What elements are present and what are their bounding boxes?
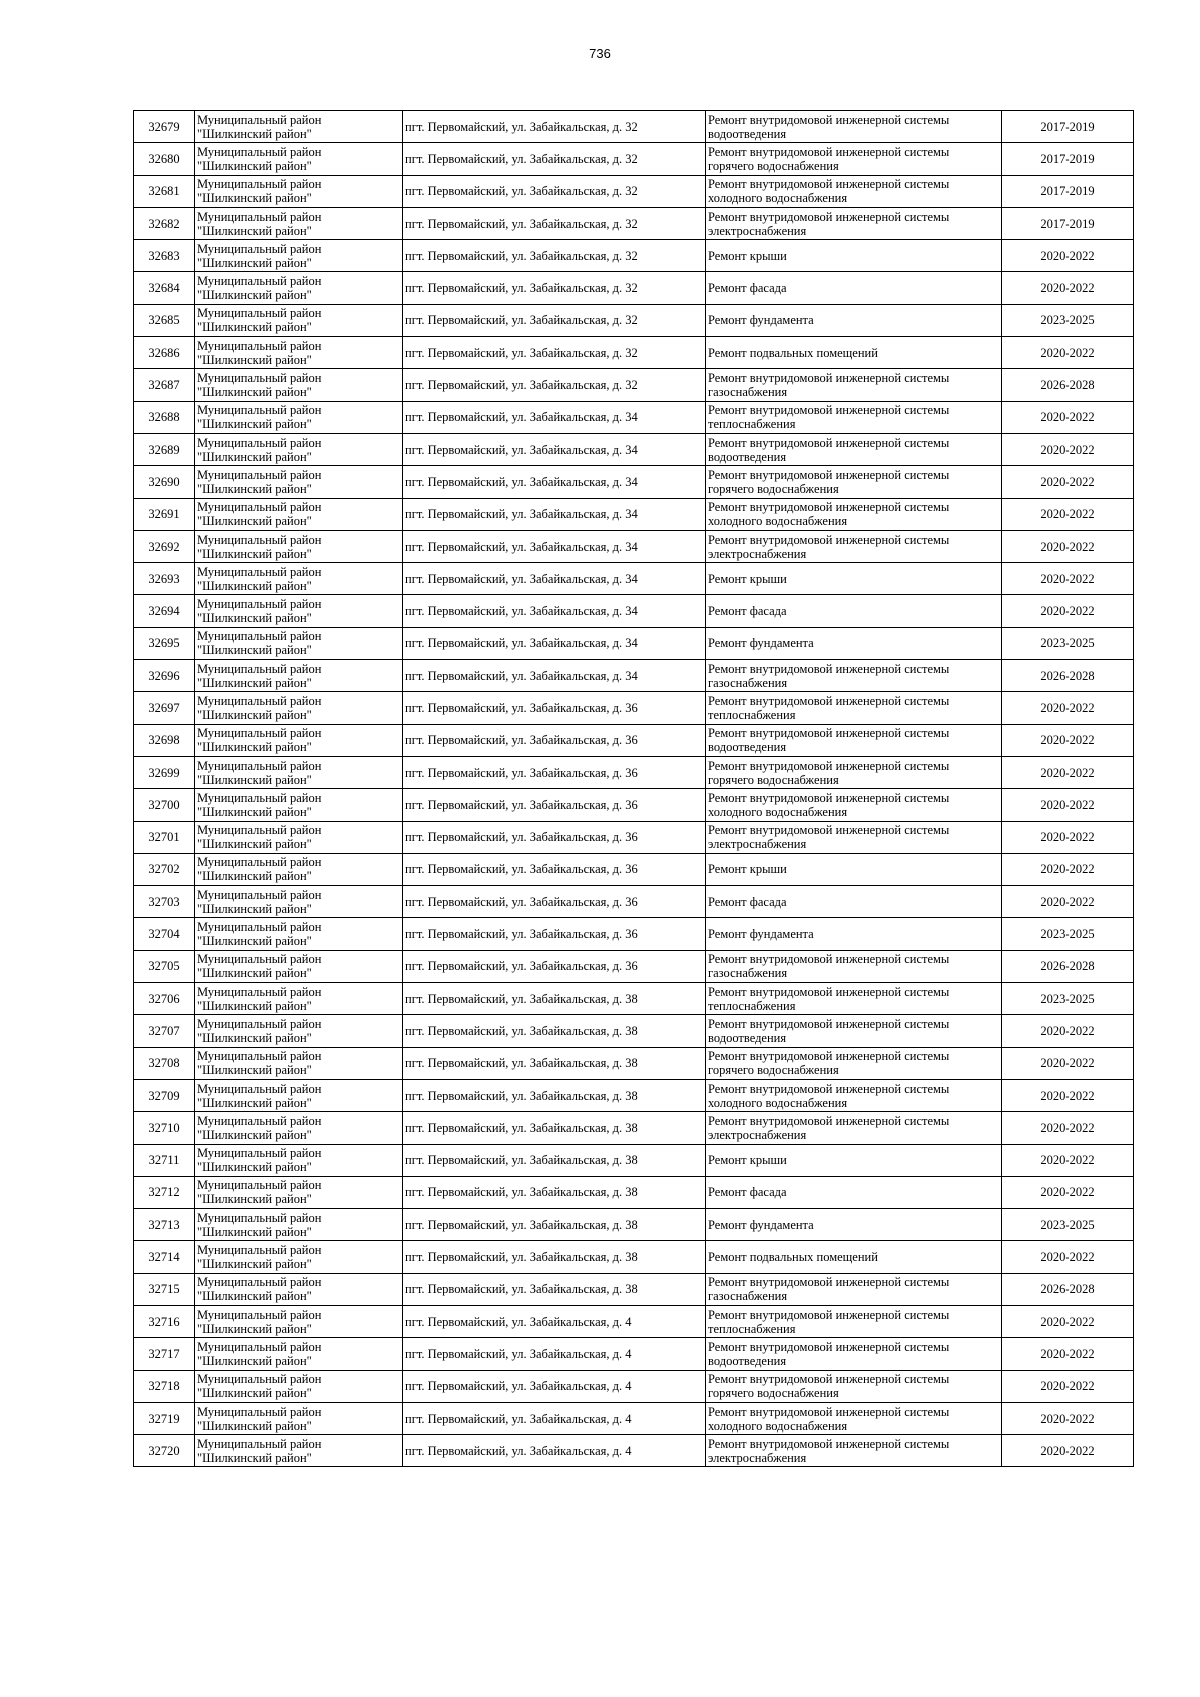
address-cell: пгт. Первомайский, ул. Забайкальская, д. 36 [403,789,706,821]
table-row [134,304,1134,336]
table-row [134,433,1134,465]
period-cell: 2020-2022 [1002,563,1134,595]
work-type-cell: Ремонт внутридомовой инженерной системы холодного водоснабжения [706,789,1002,821]
address-cell: пгт. Первомайский, ул. Забайкальская, д. 34 [403,401,706,433]
row-number-cell: 32679 [134,111,195,143]
municipality-cell: Муниципальный район "Шилкинский район" [195,337,403,369]
period-cell: 2023-2025 [1002,627,1134,659]
page-number: 736 [589,46,611,61]
table-row [134,111,1134,143]
address-cell: пгт. Первомайский, ул. Забайкальская, д. 32 [403,369,706,401]
period-cell: 2020-2022 [1002,789,1134,821]
address-cell: пгт. Первомайский, ул. Забайкальская, д. 38 [403,1209,706,1241]
municipality-cell: Муниципальный район "Шилкинский район" [195,789,403,821]
row-number-cell: 32711 [134,1144,195,1176]
row-number-cell: 32713 [134,1209,195,1241]
work-type-cell: Ремонт внутридомовой инженерной системы электроснабжения [706,1435,1002,1467]
table-row [134,466,1134,498]
period-cell: 2026-2028 [1002,950,1134,982]
municipality-cell: Муниципальный район "Шилкинский район" [195,272,403,304]
row-number-cell: 32719 [134,1402,195,1434]
municipality-cell: Муниципальный район "Шилкинский район" [195,433,403,465]
address-cell: пгт. Первомайский, ул. Забайкальская, д. 36 [403,853,706,885]
row-number-cell: 32692 [134,530,195,562]
work-type-cell: Ремонт крыши [706,240,1002,272]
table-row [134,789,1134,821]
period-cell: 2020-2022 [1002,886,1134,918]
table-row [134,886,1134,918]
row-number-cell: 32717 [134,1338,195,1370]
municipality-cell: Муниципальный район "Шилкинский район" [195,1305,403,1337]
municipality-cell: Муниципальный район "Шилкинский район" [195,595,403,627]
period-cell: 2020-2022 [1002,1305,1134,1337]
table-row [134,401,1134,433]
table-row [134,821,1134,853]
period-cell: 2017-2019 [1002,143,1134,175]
period-cell: 2020-2022 [1002,401,1134,433]
municipality-cell: Муниципальный район "Шилкинский район" [195,1241,403,1273]
table-row [134,143,1134,175]
registry-body [134,111,1134,1467]
address-cell: пгт. Первомайский, ул. Забайкальская, д. 32 [403,337,706,369]
address-cell: пгт. Первомайский, ул. Забайкальская, д. 36 [403,918,706,950]
municipality-cell: Муниципальный район "Шилкинский район" [195,175,403,207]
table-row [134,1273,1134,1305]
address-cell: пгт. Первомайский, ул. Забайкальская, д. 38 [403,1241,706,1273]
row-number-cell: 32702 [134,853,195,885]
address-cell: пгт. Первомайский, ул. Забайкальская, д. 32 [403,143,706,175]
address-cell: пгт. Первомайский, ул. Забайкальская, д. 32 [403,175,706,207]
table-row [134,1015,1134,1047]
table-row [134,530,1134,562]
row-number-cell: 32688 [134,401,195,433]
municipality-cell: Муниципальный район "Шилкинский район" [195,401,403,433]
table-row [134,1079,1134,1111]
row-number-cell: 32682 [134,207,195,239]
table-row [134,1338,1134,1370]
period-cell: 2017-2019 [1002,175,1134,207]
municipality-cell: Муниципальный район "Шилкинский район" [195,1435,403,1467]
period-cell: 2020-2022 [1002,337,1134,369]
address-cell: пгт. Первомайский, ул. Забайкальская, д. 34 [403,563,706,595]
table-row [134,1370,1134,1402]
table-row [134,207,1134,239]
row-number-cell: 32712 [134,1176,195,1208]
table-row [134,756,1134,788]
address-cell: пгт. Первомайский, ул. Забайкальская, д. 34 [403,595,706,627]
registry-table [133,110,1134,1467]
row-number-cell: 32697 [134,692,195,724]
row-number-cell: 32714 [134,1241,195,1273]
municipality-cell: Муниципальный район "Шилкинский район" [195,853,403,885]
municipality-cell: Муниципальный район "Шилкинский район" [195,1015,403,1047]
period-cell: 2020-2022 [1002,530,1134,562]
period-cell: 2020-2022 [1002,595,1134,627]
address-cell: пгт. Первомайский, ул. Забайкальская, д. 38 [403,1176,706,1208]
table-row [134,724,1134,756]
period-cell: 2020-2022 [1002,821,1134,853]
row-number-cell: 32687 [134,369,195,401]
period-cell: 2020-2022 [1002,853,1134,885]
address-cell: пгт. Первомайский, ул. Забайкальская, д. 4 [403,1435,706,1467]
row-number-cell: 32706 [134,983,195,1015]
period-cell: 2020-2022 [1002,724,1134,756]
row-number-cell: 32708 [134,1047,195,1079]
address-cell: пгт. Первомайский, ул. Забайкальская, д. 34 [403,466,706,498]
municipality-cell: Муниципальный район "Шилкинский район" [195,756,403,788]
address-cell: пгт. Первомайский, ул. Забайкальская, д. 4 [403,1370,706,1402]
period-cell: 2020-2022 [1002,433,1134,465]
period-cell: 2026-2028 [1002,660,1134,692]
work-type-cell: Ремонт внутридомовой инженерной системы холодного водоснабжения [706,175,1002,207]
row-number-cell: 32716 [134,1305,195,1337]
address-cell: пгт. Первомайский, ул. Забайкальская, д. 32 [403,304,706,336]
row-number-cell: 32683 [134,240,195,272]
municipality-cell: Муниципальный район "Шилкинский район" [195,692,403,724]
municipality-cell: Муниципальный район "Шилкинский район" [195,1209,403,1241]
table-row [134,1144,1134,1176]
table-row [134,175,1134,207]
period-cell: 2020-2022 [1002,498,1134,530]
municipality-cell: Муниципальный район "Шилкинский район" [195,660,403,692]
address-cell: пгт. Первомайский, ул. Забайкальская, д. 32 [403,207,706,239]
table-row [134,1047,1134,1079]
work-type-cell: Ремонт фундамента [706,304,1002,336]
work-type-cell: Ремонт внутридомовой инженерной системы горячего водоснабжения [706,1047,1002,1079]
table-row [134,1435,1134,1467]
work-type-cell: Ремонт внутридомовой инженерной системы газоснабжения [706,1273,1002,1305]
row-number-cell: 32709 [134,1079,195,1111]
municipality-cell: Муниципальный район "Шилкинский район" [195,918,403,950]
municipality-cell: Муниципальный район "Шилкинский район" [195,1144,403,1176]
table-row [134,660,1134,692]
work-type-cell: Ремонт крыши [706,1144,1002,1176]
municipality-cell: Муниципальный район "Шилкинский район" [195,1079,403,1111]
municipality-cell: Муниципальный район "Шилкинский район" [195,724,403,756]
row-number-cell: 32689 [134,433,195,465]
period-cell: 2020-2022 [1002,1079,1134,1111]
municipality-cell: Муниципальный район "Шилкинский район" [195,886,403,918]
period-cell: 2020-2022 [1002,1338,1134,1370]
table-row [134,1241,1134,1273]
period-cell: 2023-2025 [1002,304,1134,336]
period-cell: 2020-2022 [1002,1047,1134,1079]
address-cell: пгт. Первомайский, ул. Забайкальская, д. 38 [403,1273,706,1305]
work-type-cell: Ремонт фундамента [706,627,1002,659]
work-type-cell: Ремонт внутридомовой инженерной системы теплоснабжения [706,401,1002,433]
municipality-cell: Муниципальный район "Шилкинский район" [195,498,403,530]
work-type-cell: Ремонт фасада [706,272,1002,304]
address-cell: пгт. Первомайский, ул. Забайкальская, д. 4 [403,1402,706,1434]
work-type-cell: Ремонт внутридомовой инженерной системы теплоснабжения [706,983,1002,1015]
row-number-cell: 32693 [134,563,195,595]
address-cell: пгт. Первомайский, ул. Забайкальская, д. 4 [403,1338,706,1370]
work-type-cell: Ремонт внутридомовой инженерной системы горячего водоснабжения [706,1370,1002,1402]
row-number-cell: 32690 [134,466,195,498]
address-cell: пгт. Первомайский, ул. Забайкальская, д. 32 [403,111,706,143]
period-cell: 2020-2022 [1002,756,1134,788]
work-type-cell: Ремонт внутридомовой инженерной системы электроснабжения [706,821,1002,853]
row-number-cell: 32720 [134,1435,195,1467]
period-cell: 2026-2028 [1002,1273,1134,1305]
municipality-cell: Муниципальный район "Шилкинский район" [195,304,403,336]
municipality-cell: Муниципальный район "Шилкинский район" [195,627,403,659]
municipality-cell: Муниципальный район "Шилкинский район" [195,1370,403,1402]
table-row [134,1305,1134,1337]
period-cell: 2020-2022 [1002,1015,1134,1047]
row-number-cell: 32700 [134,789,195,821]
work-type-cell: Ремонт внутридомовой инженерной системы водоотведения [706,111,1002,143]
municipality-cell: Муниципальный район "Шилкинский район" [195,530,403,562]
table-row [134,498,1134,530]
address-cell: пгт. Первомайский, ул. Забайкальская, д. 38 [403,1112,706,1144]
row-number-cell: 32686 [134,337,195,369]
municipality-cell: Муниципальный район "Шилкинский район" [195,466,403,498]
municipality-cell: Муниципальный район "Шилкинский район" [195,369,403,401]
period-cell: 2026-2028 [1002,369,1134,401]
address-cell: пгт. Первомайский, ул. Забайкальская, д. 38 [403,1015,706,1047]
table-row [134,337,1134,369]
work-type-cell: Ремонт внутридомовой инженерной системы горячего водоснабжения [706,756,1002,788]
work-type-cell: Ремонт внутридомовой инженерной системы холодного водоснабжения [706,1402,1002,1434]
work-type-cell: Ремонт крыши [706,563,1002,595]
work-type-cell: Ремонт крыши [706,853,1002,885]
work-type-cell: Ремонт внутридомовой инженерной системы электроснабжения [706,530,1002,562]
row-number-cell: 32694 [134,595,195,627]
municipality-cell: Муниципальный район "Шилкинский район" [195,1273,403,1305]
row-number-cell: 32685 [134,304,195,336]
row-number-cell: 32715 [134,1273,195,1305]
period-cell: 2020-2022 [1002,1402,1134,1434]
table-row [134,1209,1134,1241]
municipality-cell: Муниципальный район "Шилкинский район" [195,1402,403,1434]
address-cell: пгт. Первомайский, ул. Забайкальская, д. 38 [403,1079,706,1111]
municipality-cell: Муниципальный район "Шилкинский район" [195,1338,403,1370]
row-number-cell: 32684 [134,272,195,304]
row-number-cell: 32698 [134,724,195,756]
row-number-cell: 32680 [134,143,195,175]
address-cell: пгт. Первомайский, ул. Забайкальская, д. 32 [403,240,706,272]
municipality-cell: Муниципальный район "Шилкинский район" [195,983,403,1015]
row-number-cell: 32696 [134,660,195,692]
work-type-cell: Ремонт внутридомовой инженерной системы водоотведения [706,724,1002,756]
municipality-cell: Муниципальный район "Шилкинский район" [195,1112,403,1144]
work-type-cell: Ремонт фасада [706,1176,1002,1208]
address-cell: пгт. Первомайский, ул. Забайкальская, д. 36 [403,821,706,853]
municipality-cell: Муниципальный район "Шилкинский район" [195,207,403,239]
address-cell: пгт. Первомайский, ул. Забайкальская, д. 36 [403,692,706,724]
table-row [134,950,1134,982]
work-type-cell: Ремонт внутридомовой инженерной системы электроснабжения [706,207,1002,239]
period-cell: 2023-2025 [1002,1209,1134,1241]
table-row [134,692,1134,724]
row-number-cell: 32703 [134,886,195,918]
address-cell: пгт. Первомайский, ул. Забайкальская, д. 34 [403,433,706,465]
address-cell: пгт. Первомайский, ул. Забайкальская, д. 32 [403,272,706,304]
work-type-cell: Ремонт внутридомовой инженерной системы водоотведения [706,1015,1002,1047]
work-type-cell: Ремонт внутридомовой инженерной системы теплоснабжения [706,692,1002,724]
period-cell: 2020-2022 [1002,1112,1134,1144]
period-cell: 2020-2022 [1002,240,1134,272]
work-type-cell: Ремонт внутридомовой инженерной системы холодного водоснабжения [706,1079,1002,1111]
period-cell: 2017-2019 [1002,111,1134,143]
row-number-cell: 32701 [134,821,195,853]
address-cell: пгт. Первомайский, ул. Забайкальская, д. 38 [403,983,706,1015]
period-cell: 2020-2022 [1002,1370,1134,1402]
row-number-cell: 32681 [134,175,195,207]
row-number-cell: 32705 [134,950,195,982]
work-type-cell: Ремонт внутридомовой инженерной системы теплоснабжения [706,1305,1002,1337]
address-cell: пгт. Первомайский, ул. Забайкальская, д. 34 [403,498,706,530]
row-number-cell: 32699 [134,756,195,788]
work-type-cell: Ремонт внутридомовой инженерной системы горячего водоснабжения [706,143,1002,175]
address-cell: пгт. Первомайский, ул. Забайкальская, д. 4 [403,1305,706,1337]
period-cell: 2020-2022 [1002,272,1134,304]
work-type-cell: Ремонт внутридомовой инженерной системы газоснабжения [706,660,1002,692]
address-cell: пгт. Первомайский, ул. Забайкальская, д. 36 [403,886,706,918]
work-type-cell: Ремонт внутридомовой инженерной системы водоотведения [706,433,1002,465]
work-type-cell: Ремонт подвальных помещений [706,337,1002,369]
period-cell: 2020-2022 [1002,1176,1134,1208]
work-type-cell: Ремонт фундамента [706,918,1002,950]
period-cell: 2020-2022 [1002,692,1134,724]
work-type-cell: Ремонт внутридомовой инженерной системы газоснабжения [706,369,1002,401]
address-cell: пгт. Первомайский, ул. Забайкальская, д. 34 [403,530,706,562]
address-cell: пгт. Первомайский, ул. Забайкальская, д. 34 [403,660,706,692]
table-row [134,240,1134,272]
address-cell: пгт. Первомайский, ул. Забайкальская, д. 38 [403,1144,706,1176]
period-cell: 2023-2025 [1002,918,1134,950]
address-cell: пгт. Первомайский, ул. Забайкальская, д. 36 [403,756,706,788]
municipality-cell: Муниципальный район "Шилкинский район" [195,240,403,272]
period-cell: 2020-2022 [1002,1435,1134,1467]
period-cell: 2017-2019 [1002,207,1134,239]
row-number-cell: 32704 [134,918,195,950]
table-row [134,853,1134,885]
work-type-cell: Ремонт подвальных помещений [706,1241,1002,1273]
period-cell: 2020-2022 [1002,1144,1134,1176]
work-type-cell: Ремонт фасада [706,595,1002,627]
address-cell: пгт. Первомайский, ул. Забайкальская, д. 36 [403,724,706,756]
work-type-cell: Ремонт фасада [706,886,1002,918]
row-number-cell: 32695 [134,627,195,659]
table-row [134,563,1134,595]
period-cell: 2020-2022 [1002,1241,1134,1273]
address-cell: пгт. Первомайский, ул. Забайкальская, д. 38 [403,1047,706,1079]
table-row [134,1112,1134,1144]
row-number-cell: 32691 [134,498,195,530]
municipality-cell: Муниципальный район "Шилкинский район" [195,1176,403,1208]
municipality-cell: Муниципальный район "Шилкинский район" [195,111,403,143]
work-type-cell: Ремонт внутридомовой инженерной системы газоснабжения [706,950,1002,982]
table-row [134,918,1134,950]
municipality-cell: Муниципальный район "Шилкинский район" [195,563,403,595]
work-type-cell: Ремонт внутридомовой инженерной системы холодного водоснабжения [706,498,1002,530]
municipality-cell: Муниципальный район "Шилкинский район" [195,143,403,175]
municipality-cell: Муниципальный район "Шилкинский район" [195,950,403,982]
address-cell: пгт. Первомайский, ул. Забайкальская, д. 34 [403,627,706,659]
table-row [134,595,1134,627]
work-type-cell: Ремонт внутридомовой инженерной системы электроснабжения [706,1112,1002,1144]
municipality-cell: Муниципальный район "Шилкинский район" [195,1047,403,1079]
work-type-cell: Ремонт фундамента [706,1209,1002,1241]
table-row [134,627,1134,659]
period-cell: 2023-2025 [1002,983,1134,1015]
work-type-cell: Ремонт внутридомовой инженерной системы горячего водоснабжения [706,466,1002,498]
table-row [134,983,1134,1015]
work-type-cell: Ремонт внутридомовой инженерной системы водоотведения [706,1338,1002,1370]
row-number-cell: 32707 [134,1015,195,1047]
municipality-cell: Муниципальный район "Шилкинский район" [195,821,403,853]
address-cell: пгт. Первомайский, ул. Забайкальская, д. 36 [403,950,706,982]
period-cell: 2020-2022 [1002,466,1134,498]
table-row [134,1176,1134,1208]
row-number-cell: 32710 [134,1112,195,1144]
table-row [134,1402,1134,1434]
table-row [134,369,1134,401]
row-number-cell: 32718 [134,1370,195,1402]
table-row [134,272,1134,304]
